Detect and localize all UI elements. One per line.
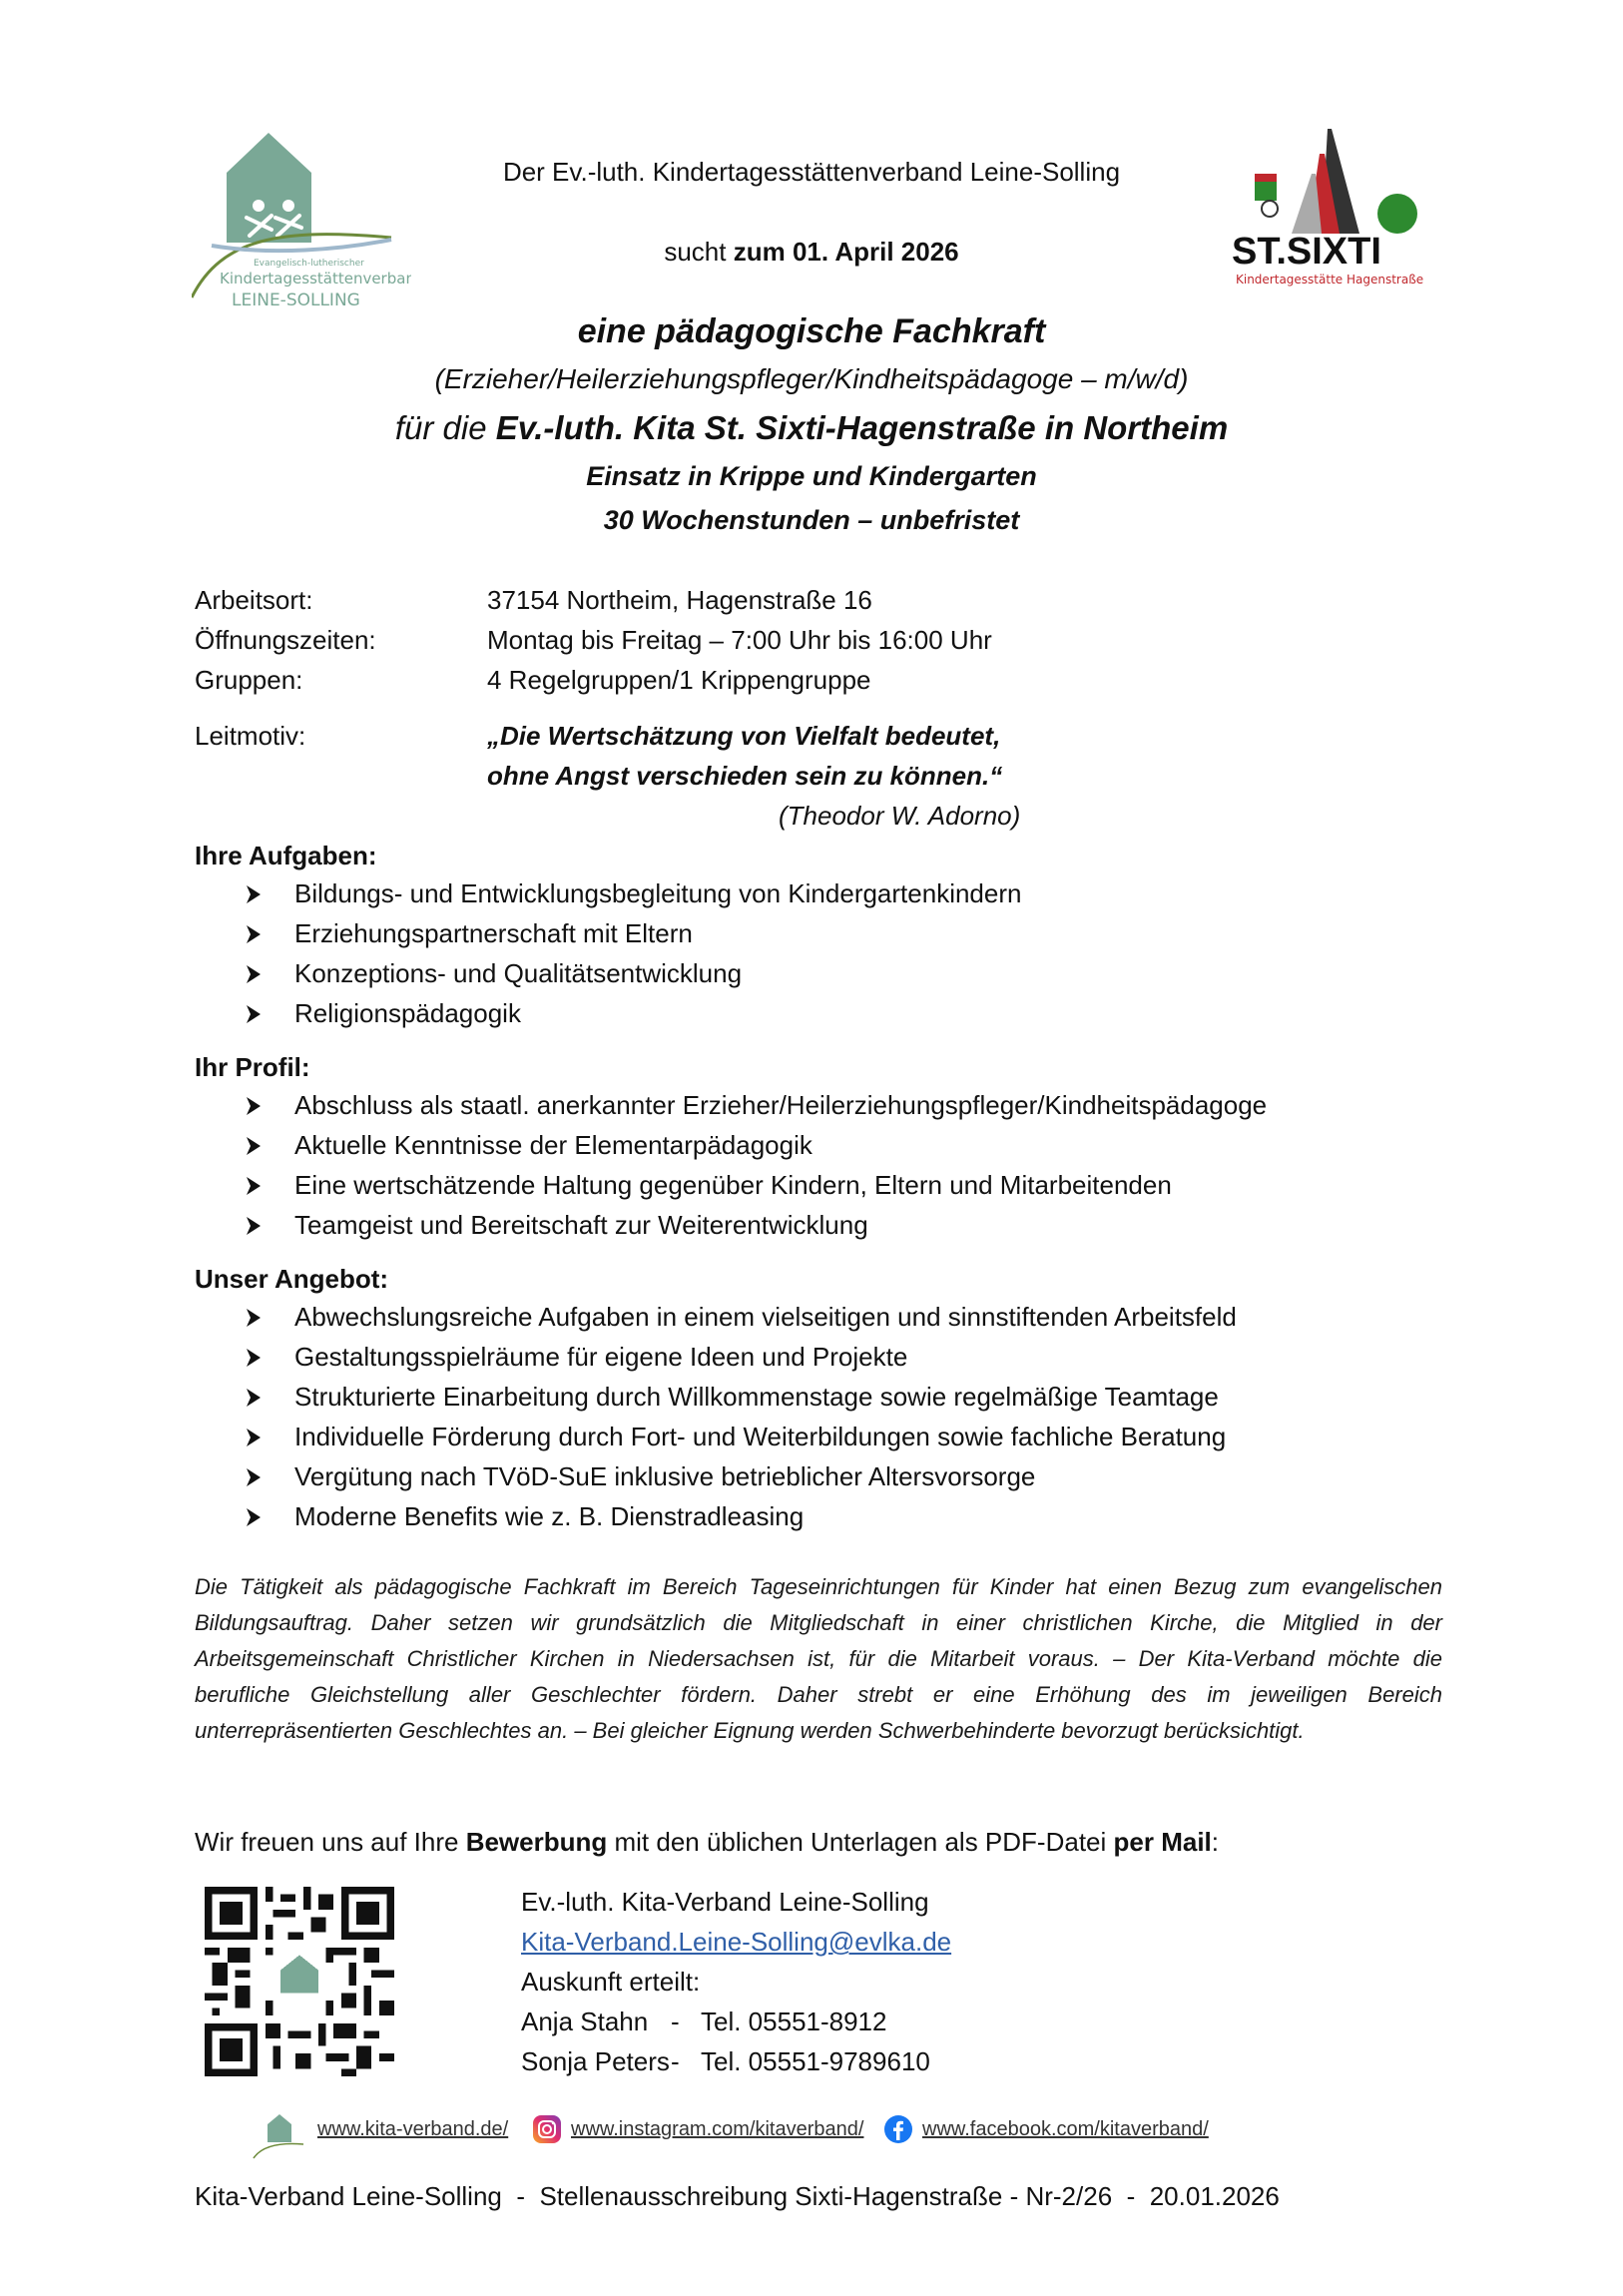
disclaimer-paragraph: Die Tätigkeit als pädagogische Fachkraft im Bereich Tageseinrichtungen für Kinder hat einen Bezug zum evangelischen Bildungsauftrag. Daher setzen wir grundsätzlich die Mitgliedschaft in einer christlichen Kirche, die Mitglied in der Arbeitsgemeinschaft Christlicher Kirchen in Niedersachsen ist, für die Mitarbeit voraus. – Der Kita-Verband möchte die berufliche Gleichstellung aller Geschlechter fördern. Daher strebt er eine Erhöhung des im jeweiligen Bereich unterrepräsentierten Geschlechtes an. – Bei gleicher Eignung werden Schwerbehinderte bevorzugt berücksichtigt. [195,1574,1442,1743]
arrow-bullet-icon [245,963,294,985]
for-prefix: für die [394,409,496,446]
application-line: Wir freuen uns auf Ihre Bewerbung mit den üblichen Unterlagen als PDF-Datei per Mail: [195,1827,1219,1857]
list-item: Aktuelle Kenntnisse der Elementarpädagogik [245,1130,812,1161]
svg-text:Evangelisch-lutherischer: Evangelisch-lutherischer [254,259,364,269]
organization-line: Der Ev.-luth. Kindertagesstättenverband Leine-Solling [502,157,1121,187]
svg-text:LEINE-SOLLING: LEINE-SOLLING [232,290,360,310]
list-item: Teamgeist und Bereitschaft zur Weiterentwicklung [245,1210,868,1241]
list-item: Bildungs- und Entwicklungsbegleitung von Kindergartenkindern [245,878,1021,909]
list-item: Vergütung nach TVöD-SuE inklusive betrieblicher Altersvorsorge [245,1461,1035,1492]
list-item: Abschluss als staatl. anerkannter Erzieher/Heilerziehungspfleger/Kindheitspädagoge [245,1090,1267,1121]
list-item: Moderne Benefits wie z. B. Dienstradleasing [245,1501,804,1532]
svg-text:ST.SIXTI: ST.SIXTI [1232,231,1381,273]
arrow-bullet-icon [245,1215,294,1237]
arrow-bullet-icon [245,1175,294,1197]
kita-verband-house-icon [250,2112,307,2160]
leitmotiv-label: Leitmotiv: [195,721,306,751]
contact-name: Sonja Peters [521,2046,670,2076]
info-value-gruppen: 4 Regelgruppen/1 Krippengruppe [487,665,871,695]
arrow-bullet-icon [245,1135,294,1157]
section-title-aufgaben: Ihre Aufgaben: [195,841,377,870]
info-label-oeffnungszeiten: Öffnungszeiten: [195,625,376,655]
arrow-bullet-icon [245,1466,294,1488]
leitmotiv-author: (Theodor W. Adorno) [779,801,1021,831]
section-title-profil: Ihr Profil: [195,1052,310,1082]
arrow-bullet-icon [245,1003,294,1025]
info-label-gruppen: Gruppen: [195,665,303,695]
arrow-bullet-icon [245,1387,294,1409]
contact-organization: Ev.-luth. Kita-Verband Leine-Solling [521,1887,929,1917]
leitmotiv-quote-line1: „Die Wertschätzung von Vielfalt bedeutet, [487,721,1001,751]
st-sixti-logo [1230,124,1429,293]
arrow-bullet-icon [245,1095,294,1117]
contact-info-label: Auskunft erteilt: [521,1967,701,1997]
svg-text:Kindertagesstättenverband: Kindertagesstättenverband [220,270,411,287]
list-item: Eine wertschätzende Haltung gegenüber Kindern, Eltern und Mitarbeitenden [245,1170,1172,1201]
position-title: eine pädagogische Fachkraft [577,312,1046,350]
hours-line: 30 Wochenstunden – unbefristet [603,505,1020,535]
svg-text:Kindertagesstätte Hagenstraße: Kindertagesstätte Hagenstraße [1236,273,1424,287]
contact-phone: Tel. 05551-8912 [701,2007,887,2036]
instagram-icon[interactable] [532,2114,562,2144]
contact-name: Anja Stahn [521,2007,649,2036]
arrow-bullet-icon [245,1307,294,1329]
contact-person: Anja Stahn - Tel. 05551-8912 [521,2007,887,2036]
leitmotiv-quote-line2: ohne Angst verschieden sein zu können.“ [487,761,1003,791]
qr-code[interactable] [205,1887,394,2076]
list-item: Strukturierte Einarbeitung durch Willkommenstage sowie regelmäßige Teamtage [245,1382,1219,1413]
info-value-arbeitsort: 37154 Northeim, Hagenstraße 16 [487,585,872,615]
list-item: Erziehungspartnerschaft mit Eltern [245,918,693,949]
facility-name: Ev.-luth. Kita St. Sixti-Hagenstraße in Northeim [495,409,1229,446]
qr-code-icon [205,1887,394,2076]
arrow-bullet-icon [245,923,294,945]
email-link[interactable]: Kita-Verband.Leine-Solling@evlka.de [521,1927,952,1957]
instagram-link[interactable]: www.instagram.com/kitaverband/ [571,2118,864,2140]
list-item: Abwechslungsreiche Aufgaben in einem vielseitigen und sinnstiftenden Arbeitsfeld [245,1302,1237,1333]
deployment-line: Einsatz in Krippe und Kindergarten [586,461,1037,491]
contact-person: Sonja Peters- Tel. 05551-9789610 [521,2046,930,2076]
church-tower-icon [1230,124,1429,293]
info-label-arbeitsort: Arbeitsort: [195,585,313,615]
arrow-bullet-icon [245,1347,294,1369]
info-value-oeffnungszeiten: Montag bis Freitag – 7:00 Uhr bis 16:00 Uhr [487,625,992,655]
seeks-prefix: sucht [664,237,734,267]
list-item: Individuelle Förderung durch Fort- und Weiterbildungen sowie fachliche Beratung [245,1422,1226,1452]
website-link[interactable]: www.kita-verband.de/ [317,2118,509,2140]
arrow-bullet-icon [245,883,294,905]
section-title-angebot: Unser Angebot: [195,1264,389,1294]
position-subtitle: (Erzieher/Heilerziehungspfleger/Kindheitspädagoge – m/w/d) [434,363,1189,394]
facebook-link[interactable]: www.facebook.com/kitaverband/ [922,2118,1209,2140]
document-footer: Kita-Verband Leine-Solling - Stellenausschreibung Sixti-Hagenstraße - Nr-2/26 - 20.01.2026 [195,2181,1280,2211]
facility-line [0,409,1623,447]
facebook-icon[interactable] [883,2114,913,2144]
list-item: Gestaltungsspielräume für eigene Ideen und Projekte [245,1342,907,1373]
arrow-bullet-icon [245,1427,294,1448]
seeks-line [0,237,1623,268]
contact-phone: Tel. 05551-9789610 [701,2046,930,2076]
list-item: Konzeptions- und Qualitätsentwicklung [245,958,742,989]
list-item: Religionspädagogik [245,998,521,1029]
arrow-bullet-icon [245,1506,294,1528]
start-date: zum 01. April 2026 [733,237,959,267]
